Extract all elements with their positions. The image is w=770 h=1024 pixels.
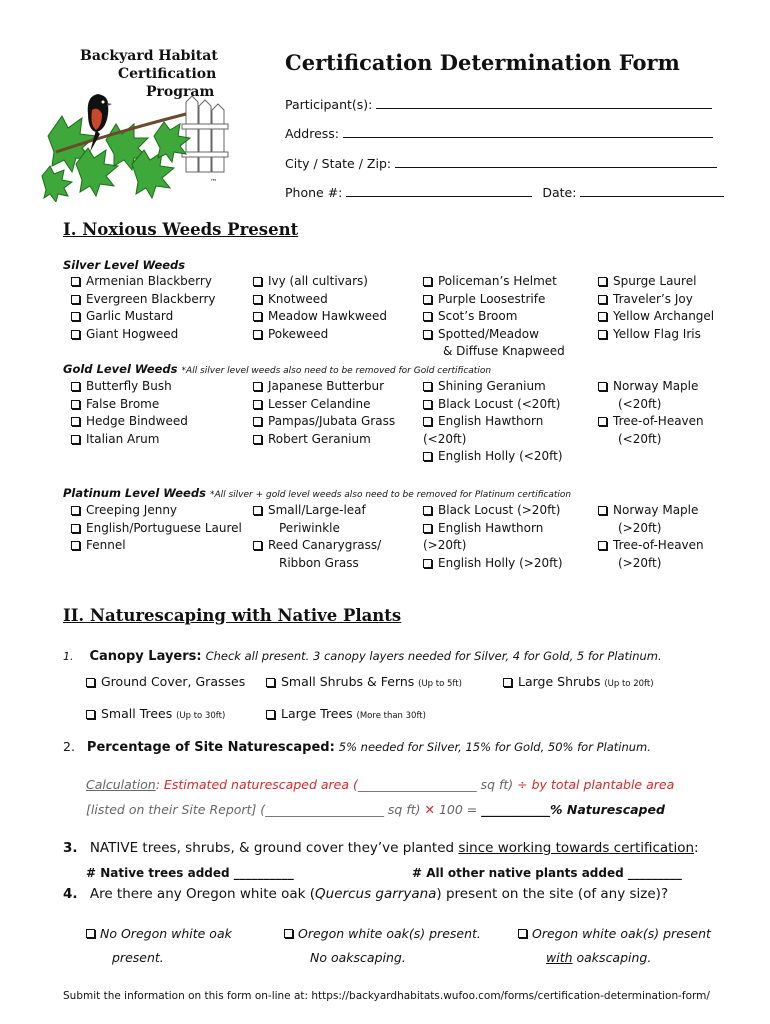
weed-item[interactable]: Pokeweed [253,326,387,344]
calc-line-2: [listed on their Site Report] (___________________ sq ft) ✕ 100 = ___________% Naturescaped [86,802,665,817]
date-field[interactable] [580,186,724,197]
checkbox[interactable] [71,417,80,426]
checkbox[interactable] [253,330,262,339]
checkbox[interactable] [598,382,607,391]
weed-item[interactable]: English Holly (>20ft) [423,555,563,573]
silver-level-label: Silver Level Weeds [63,258,186,272]
q3-row: 3. NATIVE trees, shrubs, & ground cover they’ve planted since working towards certification: [63,840,699,856]
checkbox[interactable] [253,312,262,321]
checkbox[interactable] [253,295,262,304]
checkbox[interactable] [423,506,432,515]
oak-option-with-oakscaping[interactable]: Oregon white oak(s) present with oakscaping. [518,922,711,970]
checkbox[interactable] [253,277,262,286]
checkbox[interactable] [253,417,262,426]
platinum-col3 [423,502,563,572]
gold-col2 [253,378,395,448]
platinum-col4 [598,502,704,572]
multiply-icon: ✕ [424,802,435,817]
checkbox[interactable] [86,710,95,719]
q2-row [63,739,651,755]
weed-item-continued: & Diffuse Knapweed [443,344,565,358]
canopy-option[interactable]: Large Shrubs (Up to 20ft) [503,673,654,694]
checkbox[interactable] [423,417,432,426]
checkbox[interactable] [253,506,262,515]
percent-naturescaped-field[interactable]: ___________% Naturescaped [481,802,665,817]
q2-number: 2. [63,739,75,754]
gold-col1 [71,378,188,448]
weed-item[interactable]: English/Portuguese Laurel [71,520,242,538]
checkbox[interactable] [253,400,262,409]
checkbox[interactable] [423,295,432,304]
weed-item[interactable]: Yellow Flag Iris [598,326,714,344]
weed-item[interactable]: Meadow Hawkweed [253,308,387,326]
checkbox[interactable] [71,330,80,339]
q1-number: 1. [63,650,74,663]
city-label: City / State / Zip: [285,156,392,171]
weed-item[interactable]: Garlic Mustard [71,308,216,326]
other-native-plants-field[interactable]: # All other native plants added _________ [412,866,682,880]
weed-item[interactable]: Reed Canarygrass/ [253,537,381,555]
phone-label: Phone #: [285,185,343,200]
calc-line-1: Calculation: Estimated naturescaped area (___________________ sq ft) ÷ by total plantable area [86,777,675,792]
weed-item-continued: Ribbon Grass [279,555,359,570]
checkbox[interactable] [598,506,607,515]
silver-col3 [423,273,565,361]
canopy-option[interactable]: Large Trees (More than 30ft) [266,705,426,726]
gold-col3 [423,378,563,466]
platinum-col1 [71,502,242,555]
participants-row [285,97,712,112]
weed-item[interactable]: Spotted/Meadow [423,326,565,344]
checkbox[interactable] [71,435,80,444]
weed-item[interactable]: Giant Hogweed [71,326,216,344]
weed-item-continued: (>20ft) [618,555,662,570]
weed-item[interactable]: Black Locust (>20ft) [423,502,563,520]
gold-level-label: Gold Level Weeds [63,362,178,376]
checkbox[interactable] [71,382,80,391]
q1-label: Canopy Layers: [89,649,202,664]
gold-col4 [598,378,704,448]
weed-item[interactable]: Yellow Archangel [598,308,714,326]
logo-text-line3: Program [146,84,215,100]
weed-item-continued: (>20ft) [423,538,467,552]
q2-label: Percentage of Site Naturescaped: [86,740,335,755]
city-row [285,156,717,171]
checkbox[interactable] [71,541,80,550]
checkbox[interactable] [503,678,512,687]
phone-row [285,185,724,200]
checkbox[interactable] [598,277,607,286]
gold-level-note: *All silver level weeds also need to be removed for Gold certification [181,366,492,376]
checkbox[interactable] [423,559,432,568]
date-label: Date: [542,185,577,200]
checkbox[interactable] [598,417,607,426]
checkbox[interactable] [71,506,80,515]
trademark-mark: ™ [210,178,217,186]
weed-item[interactable]: Pampas/Jubata Grass [253,413,395,431]
calc-label: Calculation [86,777,156,792]
weed-item[interactable]: Italian Arum [71,431,188,449]
checkbox[interactable] [71,400,80,409]
checkbox[interactable] [71,312,80,321]
checkbox[interactable] [598,541,607,550]
checkbox[interactable] [423,330,432,339]
checkbox[interactable] [423,382,432,391]
weed-item-continued: (<20ft) [423,431,467,446]
divide-icon: ÷ [517,777,528,792]
weed-item[interactable]: Knotweed [253,291,387,309]
weed-item[interactable]: Policeman’s Helmet [423,273,565,291]
checkbox[interactable] [423,524,432,533]
weed-item[interactable]: Butterfly Bush [71,378,188,396]
checkbox[interactable] [266,710,275,719]
canopy-option[interactable]: Small Shrubs & Ferns (Up to 5ft) [266,673,462,694]
platinum-level-label: Platinum Level Weeds [63,486,206,500]
checkbox[interactable] [71,277,80,286]
naturescaped-area-field[interactable]: ___________________ [357,777,477,792]
form-title: Certification Determination Form [285,50,680,75]
checkbox[interactable] [253,382,262,391]
weed-item[interactable]: Traveler’s Joy [598,291,714,309]
platinum-col2 [253,502,381,572]
checkbox[interactable] [423,400,432,409]
weed-item[interactable]: Armenian Blackberry [71,273,216,291]
checkbox[interactable] [284,929,293,938]
logo-text-line1: Backyard Habitat [80,48,218,64]
weed-item-continued: Periwinkle [279,520,340,535]
phone-field[interactable] [346,186,532,197]
platinum-level-note: *All silver + gold level weeds also need to be removed for Platinum certification [209,490,572,500]
weed-item[interactable]: Hedge Bindweed [71,413,188,431]
checkbox[interactable] [423,312,432,321]
address-field[interactable] [343,127,713,138]
weed-item[interactable]: Evergreen Blackberry [71,291,216,309]
native-trees-added-field[interactable]: # Native trees added __________ [86,866,294,880]
silver-col2 [253,273,387,343]
participants-field[interactable] [376,98,712,109]
address-row [285,126,713,141]
q2-text: 5% needed for Silver, 15% for Gold, 50% for Platinum. [338,740,651,754]
checkbox[interactable] [253,435,262,444]
weed-item-continued: (>20ft) [618,520,662,535]
gold-level-row [63,362,491,376]
checkbox[interactable] [598,312,607,321]
checkbox[interactable] [598,330,607,339]
q1-text: Check all present. 3 canopy layers needed for Silver, 4 for Gold, 5 for Platinum. [205,649,662,663]
checkbox[interactable] [518,929,527,938]
weed-item[interactable]: Small/Large-leaf [253,502,381,520]
weed-item[interactable]: English Hawthorn [423,520,563,538]
weed-item[interactable]: Tree-of-Heaven [598,537,704,555]
checkbox[interactable] [423,277,432,286]
section-noxious-weeds-title: I. Noxious Weeds Present [63,220,299,239]
weed-item[interactable]: False Brome [71,396,188,414]
q3-number: 3. [63,840,78,856]
weed-item[interactable]: Norway Maple [598,502,704,520]
silver-col1 [71,273,216,343]
weed-item[interactable]: Lesser Celandine [253,396,395,414]
oak-option-none[interactable]: No Oregon white oak present. [86,922,232,970]
oak-option-no-oakscaping[interactable]: Oregon white oak(s) present. No oakscaping. [284,922,481,970]
weed-item-continued: (<20ft) [618,396,662,411]
logo-text-line2: Certification [118,66,217,82]
q1-row [63,648,662,664]
weed-item[interactable]: Purple Loosestrife [423,291,565,309]
weed-item[interactable]: Scot’s Broom [423,308,565,326]
weed-item[interactable]: Black Locust (<20ft) [423,396,563,414]
canopy-option[interactable]: Ground Cover, Grasses [86,673,245,692]
section-naturescaping-title: II. Naturescaping with Native Plants [63,606,402,625]
checkbox[interactable] [423,452,432,461]
program-logo [36,44,236,202]
weed-item[interactable]: Shining Geranium [423,378,563,396]
q4-number: 4. [63,886,78,902]
checkbox[interactable] [598,295,607,304]
checkbox[interactable] [71,524,80,533]
weed-item[interactable]: Fennel [71,537,242,555]
weed-item[interactable]: Tree-of-Heaven [598,413,704,431]
checkbox[interactable] [266,678,275,687]
weed-item-continued: (<20ft) [618,431,662,446]
canopy-option[interactable]: Small Trees (Up to 30ft) [86,705,225,726]
weed-item[interactable]: Ivy (all cultivars) [253,273,387,291]
checkbox[interactable] [86,678,95,687]
weed-item[interactable]: Creeping Jenny [71,502,242,520]
checkbox[interactable] [253,541,262,550]
checkbox[interactable] [86,929,95,938]
q4-row: 4. Are there any Oregon white oak (Quercus garryana) present on the site (of any size)? [63,886,669,902]
silver-col4 [598,273,714,343]
address-label: Address: [285,126,339,141]
checkbox[interactable] [71,295,80,304]
participants-label: Participant(s): [285,97,373,112]
weed-item[interactable]: Robert Geranium [253,431,395,449]
weed-item[interactable]: Japanese Butterbur [253,378,395,396]
platinum-level-row [63,486,571,500]
weed-item[interactable]: Spurge Laurel [598,273,714,291]
weed-item[interactable]: English Holly (<20ft) [423,448,563,466]
weed-item[interactable]: English Hawthorn [423,413,563,431]
submit-instructions: Submit the information on this form on-line at: https://backyardhabitats.wufoo.com/forms/certification-determination-form/ [63,990,710,1002]
city-field[interactable] [395,157,717,168]
plantable-area-field[interactable]: ___________________ [265,802,384,817]
weed-item[interactable]: Norway Maple [598,378,704,396]
